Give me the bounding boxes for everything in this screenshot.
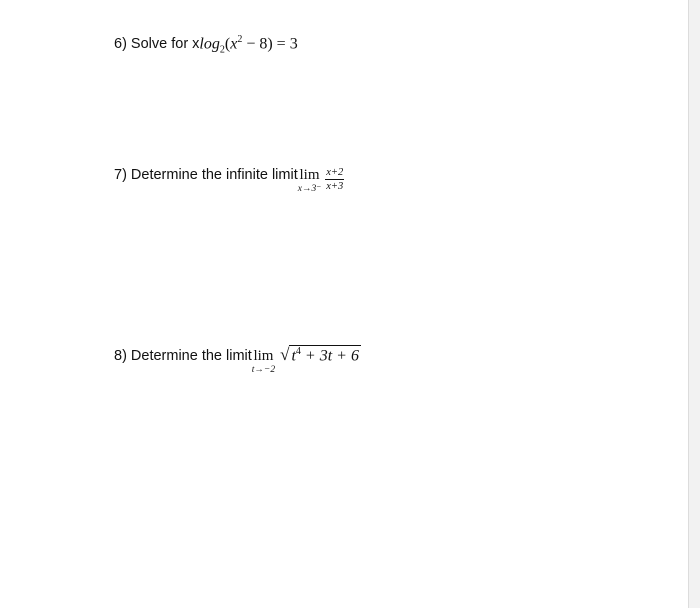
question-8 [114, 345, 361, 376]
log-base: 2 [219, 44, 225, 56]
open-paren: ( [224, 35, 231, 53]
question-6-label: 6) Solve for x [114, 36, 200, 53]
radicand-t: t [291, 347, 296, 365]
lim-subscript: t→−2 [251, 365, 276, 376]
radicand [289, 345, 361, 365]
fraction-numerator: x+2 [325, 167, 344, 180]
variable-x: x [230, 35, 238, 53]
limit-operator [252, 349, 275, 376]
radical-sign: √ [280, 345, 290, 365]
lim-word: lim [253, 348, 274, 365]
question-8-label: 8) Determine the limit [114, 348, 252, 365]
log-function: log [199, 35, 220, 53]
radicand-rest: + 3t + 6 [300, 347, 359, 365]
question-7-label: 7) Determine the infinite limit [114, 167, 298, 183]
fraction [325, 167, 344, 192]
equation-rest: − 8) = 3 [242, 35, 298, 53]
lim-word: lim [299, 167, 320, 183]
limit-operator [298, 168, 321, 195]
question-7 [114, 167, 344, 196]
exponent: 2 [237, 34, 243, 45]
square-root [280, 345, 361, 365]
fraction-denominator: x+3 [326, 181, 344, 193]
question-6 [114, 34, 298, 56]
lim-subscript: x→3⁻ [297, 184, 322, 194]
question-6-equation [199, 34, 297, 56]
radicand-exponent: 4 [295, 346, 301, 357]
